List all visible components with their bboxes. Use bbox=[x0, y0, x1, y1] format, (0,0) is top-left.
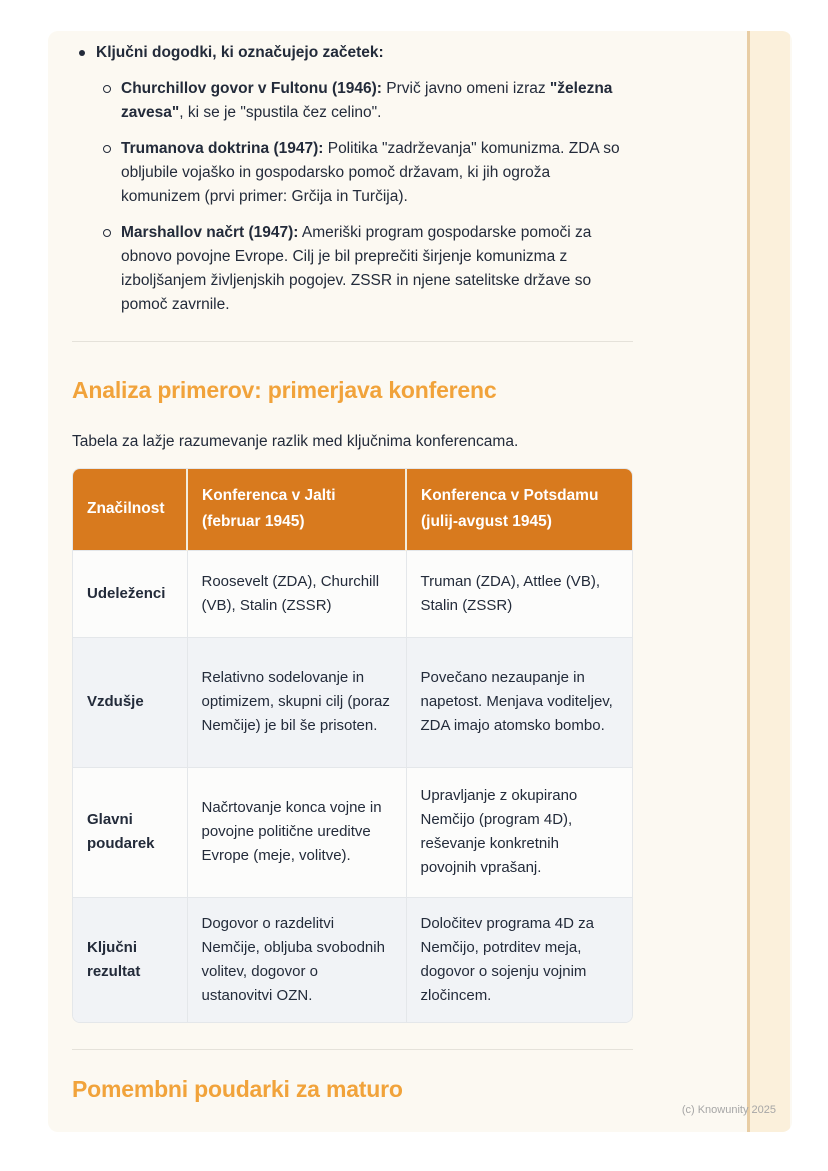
comparison-table bbox=[73, 469, 632, 1022]
table-row-atmosphere bbox=[73, 637, 632, 767]
table-intro-text: Tabela za lažje razumevanje razlik med ključnima konferencama. bbox=[72, 433, 519, 450]
header-line: (februar 1945) bbox=[202, 513, 305, 531]
header-line: (julij-avgust 1945) bbox=[421, 513, 552, 531]
cell-feature: Glavni poudarek bbox=[73, 767, 187, 897]
cell-yalta: Dogovor o razdelitvi Nemčije, obljuba svobodnih volitev, dogovor o ustanovitvi OZN. bbox=[187, 897, 406, 1022]
circle-bullet-icon bbox=[103, 85, 111, 93]
cell-potsdam: Določitev programa 4D za Nemčijo, potrditev meja, dogovor o sojenju vojnim zločincem. bbox=[406, 897, 632, 1022]
cell-potsdam: Povečano nezaupanje in napetost. Menjava voditeljev, ZDA imajo atomsko bombo. bbox=[406, 637, 632, 767]
list-item-text bbox=[121, 140, 620, 205]
table-header-yalta bbox=[187, 469, 406, 550]
bold-segment: Churchillov govor v Fultonu (1946): bbox=[121, 80, 382, 97]
list-item-key-events-title bbox=[72, 41, 633, 65]
cell-yalta: Roosevelt (ZDA), Churchill (VB), Stalin (ZSSR) bbox=[187, 550, 406, 637]
table-row-main-focus bbox=[73, 767, 632, 897]
list-item-marshall bbox=[72, 221, 633, 317]
list-item-text bbox=[121, 224, 591, 313]
bold-segment: Marshallov načrt (1947): bbox=[121, 224, 299, 241]
circle-bullet-icon bbox=[103, 229, 111, 237]
text-segment: Prvič javno omeni izraz bbox=[381, 80, 550, 97]
list-item-churchill bbox=[72, 77, 633, 125]
cell-feature: Vzdušje bbox=[73, 637, 187, 767]
table-row-participants bbox=[73, 550, 632, 637]
key-events-list bbox=[72, 41, 633, 317]
section-heading-analysis: Analiza primerov: primerjava konferenc bbox=[72, 377, 497, 403]
header-line: Značilnost bbox=[87, 500, 165, 518]
comparison-table-container bbox=[72, 468, 633, 1023]
notebook-margin-strip bbox=[750, 31, 790, 1132]
circle-bullet-icon bbox=[103, 145, 111, 153]
cell-feature: Udeleženci bbox=[73, 550, 187, 637]
header-line: Konferenca v Potsdamu bbox=[421, 487, 599, 505]
cell-feature: Ključni rezultat bbox=[73, 897, 187, 1022]
watermark: (c) Knowunity 2025 bbox=[681, 1104, 776, 1116]
cell-yalta: Relativno sodelovanje in optimizem, skupni cilj (poraz Nemčije) je bil še prisoten. bbox=[187, 637, 406, 767]
header-line: Konferenca v Jalti bbox=[202, 487, 336, 505]
text-segment: Ameriški program gospodarske pomoči za obnovo povojne Evrope. Cilj je bil preprečiti širjenje komunizma z izboljšanjem življenjskih pogojev. ZSSR in njene satelitske države so pomoč zavrnile. bbox=[121, 224, 592, 313]
list-item-text bbox=[121, 80, 612, 121]
document-content bbox=[72, 31, 633, 1104]
bold-segment: Trumanova doktrina (1947): bbox=[121, 140, 324, 157]
table-header-potsdam bbox=[406, 469, 632, 550]
cell-potsdam: Truman (ZDA), Attlee (VB), Stalin (ZSSR) bbox=[406, 550, 632, 637]
table-header-feature bbox=[73, 469, 187, 550]
section-heading-matura: Pomembni poudarki za maturo bbox=[72, 1075, 403, 1102]
list-item-truman bbox=[72, 137, 633, 209]
cell-potsdam: Upravljanje z okupirano Nemčijo (program 4D), reševanje konkretnih povojnih vprašanj. bbox=[406, 767, 632, 897]
table-header-row bbox=[73, 469, 632, 550]
text-segment: Politika "zadrževanja" komunizma. ZDA so obljubile vojaško in gospodarsko pomoč državam, ki jih ogroža komunizem (prvi primer: Grčija in Turčija). bbox=[121, 140, 620, 205]
cell-yalta: Načrtovanje konca vojne in povojne politične ureditve Evrope (meje, volitve). bbox=[187, 767, 406, 897]
bold-segment: "železna zavesa" bbox=[121, 80, 613, 121]
list-item-title: Ključni dogodki, ki označujejo začetek: bbox=[96, 44, 384, 61]
section-divider bbox=[72, 1049, 633, 1050]
bullet-icon bbox=[79, 50, 85, 56]
table-row-key-result bbox=[73, 897, 632, 1022]
text-segment: , ki se je "spustila čez celino". bbox=[179, 104, 382, 121]
document-page bbox=[48, 31, 792, 1132]
section-divider bbox=[72, 341, 633, 342]
